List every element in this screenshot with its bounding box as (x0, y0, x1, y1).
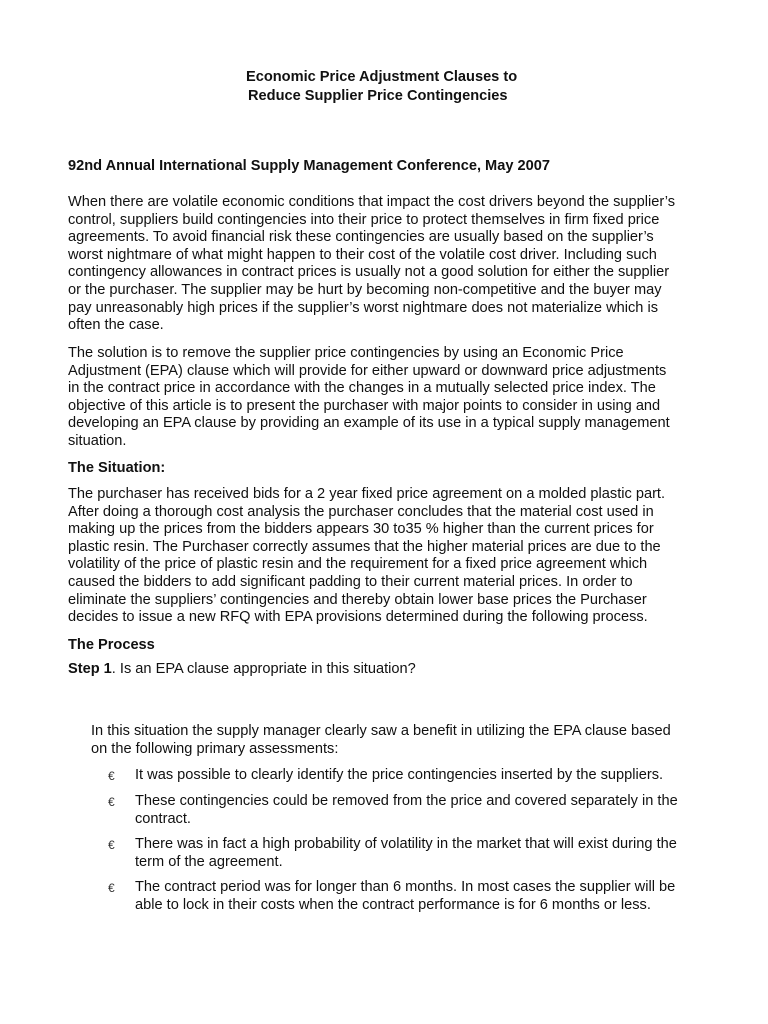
paragraph-line: The solution is to remove the supplier price contingencies by using an Economic Price (68, 345, 624, 361)
paragraph-line: developing an EPA clause by providing an example of its use in a typical supply management (68, 415, 670, 432)
paragraph-line: Adjustment (EPA) clause which will provide for either upward or downward price adjustments (68, 362, 667, 379)
paragraph-line: contingency allowances in contract prices is usually not a good solution for either the supplier (68, 264, 670, 281)
intro-line: on the following primary assessments: (91, 740, 339, 757)
document-title (246, 68, 517, 106)
paragraph-line: eliminate the suppliers’ contingencies and thereby obtain lower base prices the Purchaser (68, 591, 647, 608)
assessment-intro (91, 723, 671, 758)
list-item-line: The contract period was for longer than 6 months. In most cases the supplier will be (135, 879, 676, 895)
title-line-1: Economic Price Adjustment Clauses to (246, 69, 518, 85)
bullet-icon: € (108, 769, 115, 783)
paragraph-line: After doing a thorough cost analysis the purchaser concludes that the material cost used in (68, 503, 654, 520)
paragraph-line: objective of this article is to present the purchaser with major points to consider in using and (68, 397, 661, 414)
bullet-icon: € (108, 881, 115, 895)
list-item-line: contract. (135, 810, 191, 827)
conference-heading: 92nd Annual International Supply Management Conference, May 2007 (68, 158, 550, 174)
step-text: . Is an EPA clause appropriate in this situation? (111, 661, 416, 677)
paragraph-line: or the purchaser. The supplier may be hurt by becoming non-competitive and the buyer may (68, 281, 662, 298)
heading-process: The Process (68, 637, 155, 653)
list-item-line: term of the agreement. (135, 853, 283, 870)
paragraph-line: volatility of the price of plastic resin and the requirement for a fixed price agreement which (68, 556, 648, 573)
paragraph-line: worst nightmare of what might happen to their cost of the volatile cost driver. Including such (68, 246, 657, 263)
paragraph-line: often the case. (68, 317, 164, 334)
bullet-icon: € (108, 838, 115, 852)
step-label: Step 1 (68, 661, 112, 677)
paragraph-solution (68, 345, 708, 451)
paragraph-situation (68, 486, 708, 627)
list-item-line: able to lock in their costs when the contract performance is for 6 months or less. (135, 896, 651, 913)
bullet-icon: € (108, 795, 115, 809)
step-1 (68, 661, 416, 679)
paragraph-line: caused the bidders to add significant padding to their current material prices. In order to (68, 573, 633, 590)
paragraph-line: making up the prices from the bidders appears 30 to35 % higher than the current prices for (68, 521, 654, 538)
paragraph-intro (68, 194, 708, 335)
paragraph-line: decides to issue a new RFQ with EPA provisions determined during the following process. (68, 609, 648, 626)
title-line-2: Reduce Supplier Price Contingencies (248, 88, 508, 104)
paragraph-line: in the contract price in accordance with the changes in a mutually selected price index. The (68, 380, 656, 397)
paragraph-line: pay unreasonably high prices if the supplier’s worst nightmare does not materialize which is (68, 299, 658, 316)
paragraph-line: plastic resin. The Purchaser correctly assumes that the higher material prices are due to the (68, 538, 661, 555)
intro-line: In this situation the supply manager clearly saw a benefit in utilizing the EPA clause based (91, 723, 671, 739)
paragraph-line: The purchaser has received bids for a 2 year fixed price agreement on a molded plastic part. (68, 486, 666, 502)
paragraph-line: control, suppliers build contingencies into their price to protect themselves in firm fixed price (68, 211, 660, 228)
list-item-line: These contingencies could be removed from the price and covered separately in the (135, 793, 678, 809)
paragraph-line: When there are volatile economic conditions that impact the cost drivers beyond the supplier’s (68, 194, 676, 210)
list-item-line: There was in fact a high probability of volatility in the market that will exist during the (135, 836, 677, 852)
paragraph-line: agreements. To avoid financial risk these contingencies are usually based on the supplier’s (68, 229, 654, 246)
paragraph-line: situation. (68, 432, 127, 449)
heading-situation: The Situation: (68, 460, 166, 476)
list-item-line: It was possible to clearly identify the price contingencies inserted by the suppliers. (135, 767, 664, 783)
